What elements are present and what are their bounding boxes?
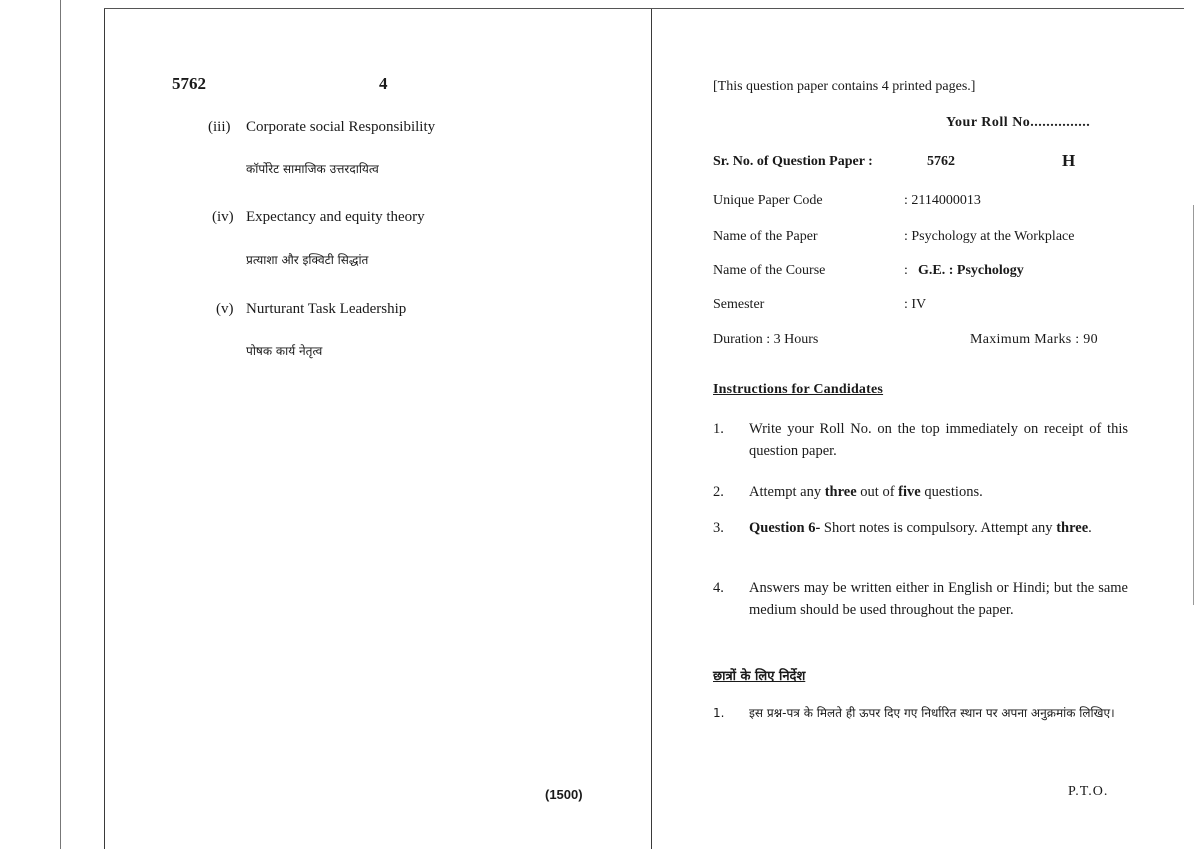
- detail-value: G.E. : Psychology: [918, 263, 1024, 278]
- hindi-instructions-heading: छात्रों के लिए निर्देश: [713, 669, 806, 684]
- left-page-edge: [104, 8, 105, 849]
- instruction-number: 1.: [713, 421, 724, 437]
- page-number: 4: [379, 74, 388, 93]
- duration: Duration : 3 Hours: [713, 332, 819, 347]
- instruction-number: 3.: [713, 520, 724, 536]
- serial-number-value: 5762: [927, 154, 955, 169]
- list-item-number: (v): [216, 301, 234, 317]
- page-count-note: [This question paper contains 4 printed pages.]: [713, 79, 976, 94]
- maximum-marks: Maximum Marks : 90: [970, 332, 1098, 347]
- instruction-item: [713, 577, 1128, 621]
- detail-label: Unique Paper Code: [713, 193, 823, 208]
- list-item-english: Expectancy and equity theory: [246, 209, 425, 225]
- instruction-item: [713, 418, 1128, 462]
- list-item-hindi: प्रत्याशा और इक्विटी सिद्धांत: [246, 253, 369, 267]
- paper-number: 5762: [172, 74, 206, 93]
- instruction-number: 1.: [713, 706, 725, 720]
- instructions-heading: Instructions for Candidates: [713, 382, 884, 397]
- instruction-text: इस प्रश्न-पत्र के मिलते ही ऊपर दिए गए निर्धारित स्थान पर अपना अनुक्रमांक लिखिए।: [749, 706, 1115, 720]
- set-letter: H: [1062, 151, 1076, 170]
- detail-value: : 2114000013: [904, 193, 981, 208]
- instruction-number: 4.: [713, 580, 724, 596]
- instruction-text: Attempt any three out of five questions.: [749, 484, 983, 500]
- list-item-hindi: कॉर्पोरेट सामाजिक उत्तरदायित्व: [246, 162, 379, 176]
- detail-value: : IV: [904, 297, 927, 312]
- instruction-text: Question 6- Short notes is compulsory. Attempt any three.: [749, 520, 1092, 536]
- detail-label: Name of the Paper: [713, 229, 818, 244]
- instruction-text: Write your Roll No. on the top immediately on receipt of this question paper.: [749, 421, 1128, 459]
- detail-label: Name of the Course: [713, 263, 826, 278]
- instruction-number: 2.: [713, 484, 724, 500]
- list-item-english: Nurturant Task Leadership: [246, 301, 407, 317]
- list-item-number: (iv): [212, 209, 234, 225]
- center-fold: [651, 8, 652, 849]
- top-edge-line: [104, 8, 1184, 9]
- instruction-item: [713, 481, 1128, 503]
- detail-value: : Psychology at the Workplace: [904, 229, 1075, 244]
- instruction-item: [713, 517, 1128, 539]
- detail-label: Semester: [713, 297, 765, 312]
- list-item-number: (iii): [208, 119, 231, 135]
- left-margin-line: [60, 0, 61, 849]
- print-count: (1500): [545, 787, 583, 802]
- instruction-text: Answers may be written either in English or Hindi; but the same medium should be used throughout the paper.: [749, 580, 1128, 618]
- roll-number-field: Your Roll No...............: [946, 115, 1091, 130]
- list-item-english: Corporate social Responsibility: [246, 119, 436, 135]
- serial-number-label: Sr. No. of Question Paper :: [713, 154, 873, 169]
- please-turn-over: P.T.O.: [1068, 784, 1109, 799]
- detail-colon: :: [904, 263, 908, 278]
- list-item-hindi: पोषक कार्य नेतृत्व: [246, 344, 323, 358]
- right-page-edge: [1193, 205, 1194, 605]
- hindi-instruction-item: [713, 702, 1128, 724]
